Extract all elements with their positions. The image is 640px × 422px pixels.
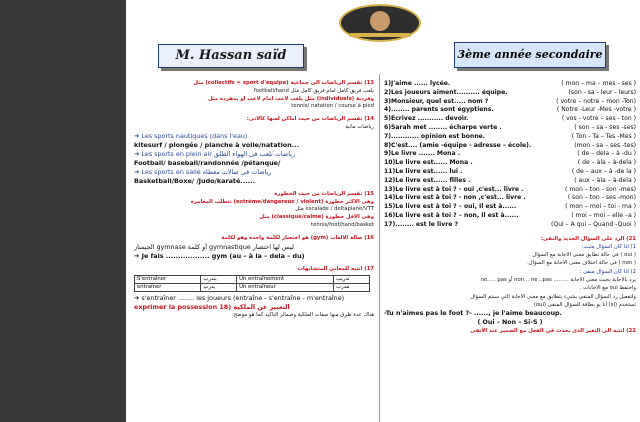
exercise-options: ( son – sa - ses -ses) [574, 123, 636, 131]
teacher-logo [339, 4, 421, 42]
lesson-line: 17) انتبه للمعاني المتشابهات [297, 265, 374, 272]
table-row [135, 284, 370, 292]
exercise-item [384, 89, 636, 98]
lesson-line: Basketball/Boxe/ /Judo/karaté...... [134, 176, 255, 185]
exercise-item [384, 221, 636, 230]
exercise-sentence: 9)Le livre ....... Mona . [384, 150, 461, 158]
lesson-line: ➔ Les sports en plein air رياضات تلعب فى الهواء الطلق [134, 149, 296, 158]
table-cell: يدرب [201, 284, 237, 292]
lesson-line: exprimer la possession 18) التعبير عن الملكية [134, 303, 290, 312]
table-cell: Un entraînement [237, 276, 334, 284]
exercise-sentence: 14)Le livre est à toi ? - non ,c'est... livre . [384, 194, 526, 202]
lesson-line: وفردية (individuels) مثل يلعب لاعب أمام لاعب أو بمفرده مثل [207, 95, 374, 102]
teacher-name-box [158, 44, 304, 68]
exercise-options: ( moi – moi – elle –a ) [571, 211, 636, 219]
exercise-options: (mon - sa – ses -tes) [574, 141, 636, 149]
grammar-line: 2) اذا كان السؤال منفى : [579, 268, 636, 275]
lesson-line: وهى الاقل خطورة (classique/calme) مثل [259, 214, 374, 221]
left-column [134, 80, 374, 422]
exercise-options: (Qui – À qui – Quand -Quoi ) [551, 220, 636, 228]
table-cell: Un entraîneur [237, 284, 334, 292]
lesson-line: tennis/foot/hand/basket [311, 221, 374, 228]
exercise-sentence: 13)Le livre est à toi ? - oui ,c'est... livre . [384, 185, 524, 193]
exercise-sentence: 15)Le livre est à toi ? – oui, Il est à...... [384, 203, 517, 211]
grammar-line: واحتفظ oui مع الاجابات . [579, 285, 636, 292]
worksheet-page [126, 0, 640, 422]
table-cell: entraîner [135, 284, 201, 292]
lesson-line: ➔ Les sports en salle رياضات فى صالات مغطاه [134, 167, 272, 176]
column-divider [379, 74, 380, 422]
grammar-line: ( oui ) فى حالة تطابق معنى الاجابة مع السؤال . [529, 252, 636, 259]
exercise-sentence: 11)Le livre est...... lui . [384, 167, 463, 175]
lesson-line: Football/ baseball/randonnée /pétanque/ [134, 158, 281, 167]
exercise-sentence: 4)........ parents sont égyptiens. [384, 106, 494, 114]
exercise-item [384, 142, 636, 151]
exercise-options: ( mon – ton - son -mes) [565, 185, 636, 193]
table-cell: مدرب [334, 284, 370, 292]
table-cell: S'entraîner [135, 276, 201, 284]
class-level-box [454, 42, 606, 68]
exercise-item [384, 115, 636, 124]
exercise-item [384, 168, 636, 177]
teacher-name: M. Hassan saïd [175, 48, 287, 63]
exercise-item [384, 203, 636, 212]
exercise-sentence: 10)Le livre est...... Mona . [384, 159, 473, 167]
lesson-line: يلعب فريق كامل أمام فريق كامل مثل football/hand [253, 87, 374, 94]
lesson-line: 15) تقسم الرياضات من حيث الخطورة [274, 190, 374, 197]
exercise-options: ( son – ton - ses -mon) [567, 194, 636, 202]
logo-ribbon [349, 33, 411, 37]
portrait-icon [370, 11, 390, 31]
exercise-options: ( mon – ma – mes - ses ) [561, 80, 636, 87]
exercise-sentence: 6)Sarah met ........ écharpe verte . [384, 123, 502, 131]
grammar-line: 22) انتبه الى التغير الذى يحدث في الفعل مع الضمير عند الانفى [470, 328, 636, 335]
exercise-sentence: 8)C'est.... (amie -équipe - adresse – école). [384, 141, 532, 149]
exercise-options: ( mon – moi – toi - ma ) [565, 203, 636, 211]
exercise-options: ( de – aux – à -de la ) [571, 167, 636, 175]
grammar-line: تستخدم (si) أنا يو بطاقة للسؤال المنفى (oui) [533, 301, 636, 308]
grammar-line: ( non ) فى حالة اختلاف معنى الاجابة مع السؤال. [527, 260, 636, 267]
grammar-line: ( Oui – Non – Si-S ) [477, 319, 543, 327]
class-level: 3ème année secondaire [457, 48, 603, 61]
exercise-options: (son - sa - leur - leurs) [568, 88, 636, 96]
exercise-options: ( votre – notre – mon -Ton) [556, 97, 636, 105]
exercise-sentence: 2)Les joueurs aiment.......... équipe. [384, 88, 508, 96]
table-row [135, 276, 370, 284]
lesson-line: escalade / deltaplane/VTT مثل [295, 206, 374, 213]
lesson-line: هناك عدة طرق منها صفات الملكية وضمائر التأكيد كما هو موضح: [231, 312, 374, 319]
lesson-line: رياضات مائية [345, 123, 374, 130]
exercise-item [384, 150, 636, 159]
exercise-item [384, 106, 636, 115]
exercise-item [384, 124, 636, 133]
lesson-line: ➔ s'entraîner ........ les joueurs (entraîne - s'entraîne - m'entraîne) [134, 294, 345, 303]
exercise-sentence: 17)........ est le livre ? [384, 220, 458, 228]
exercise-item [384, 98, 636, 107]
lesson-line: tennis/ natation / course à pied [291, 103, 374, 110]
lesson-line: 16) صالة الالعاب (gym) هو اختصار لكلمة واحدة وهو لكلمة [221, 234, 374, 241]
grammar-line: ولتفعيل رد السؤال المنفى بشيء يتطابق مع معنى الاجابة التي سيتم السؤال [470, 293, 636, 300]
exercise-item [384, 80, 636, 89]
exercise-options: ( de – dela – à -du ) [577, 150, 636, 158]
grammar-line: -Tu n'aimes pas le foot ?- ......, je l'aime beaucoup. [384, 310, 562, 318]
exercise-item [384, 186, 636, 195]
lesson-line: kitesurf / plongée / planche à voile/natation... [134, 140, 299, 149]
exercise-options: ( aux – àla – à-dela ) [574, 176, 636, 184]
lesson-line: ➔ Je fais .................. gym (au – à la – dela – du) [134, 251, 305, 260]
exercise-sentence: 1)J'aime ...... lycée. [384, 80, 451, 87]
exercise-options: ( Ton - Ta – Tes -Mes ) [571, 132, 636, 140]
table-cell: تدريب [334, 276, 370, 284]
lesson-line: 14) تقسم الرياضات من حيث أماكن لعبها كالآتى: [246, 116, 374, 123]
exercise-item [384, 159, 636, 168]
exercise-options: ( de – àla – à-dela ) [577, 159, 636, 167]
exercise-item [384, 194, 636, 203]
exercise-item [384, 212, 636, 221]
lesson-line: 13) تقسم الرياضات الى جماعية (collectifs = sport d'équipe) مثل [193, 80, 374, 86]
grammar-line: 21) الرد على السؤال الجديد والنفى: [540, 235, 636, 242]
grammar-line: 1) اذا كان السؤال مثبت: [581, 243, 636, 250]
exercise-options: ( vos - votre – ses - ton ) [561, 115, 636, 123]
exercise-sentence: 3)Monsieur, quel est..... nom ? [384, 97, 489, 105]
exercise-sentence: 7)............ opinion est bonne. [384, 132, 486, 140]
exercise-item [384, 133, 636, 142]
lesson-line: وهى الاكثر خطورة (extrême/dangereux / violent) تتطلب المغامرة [190, 198, 374, 205]
grammar-line: يرد بالاجابة بحيث معنى الاجابة ......... non .. ne ..pas أو ne..... pas [480, 277, 636, 284]
vocab-table [134, 275, 370, 292]
right-column [384, 80, 636, 422]
lesson-line: ➔ Les sports nautiques (dans l'eau) [134, 131, 248, 140]
exercise-sentence: 5)Ecrivez ........... devoir. [384, 115, 469, 123]
exercise-sentence: 16)Le livre est à toi ? – non, Il est à...... [384, 211, 519, 219]
lesson-line: الجيمناز gymnase أو كلمة gymnastique ليس لها اختصار [134, 242, 294, 251]
exercise-item [384, 177, 636, 186]
table-cell: يتدرب [201, 276, 237, 284]
exercise-options: ( Notre -Leur -Mes -votre ) [556, 106, 636, 114]
exercise-sentence: 12)Le livre est...... filles . [384, 176, 471, 184]
